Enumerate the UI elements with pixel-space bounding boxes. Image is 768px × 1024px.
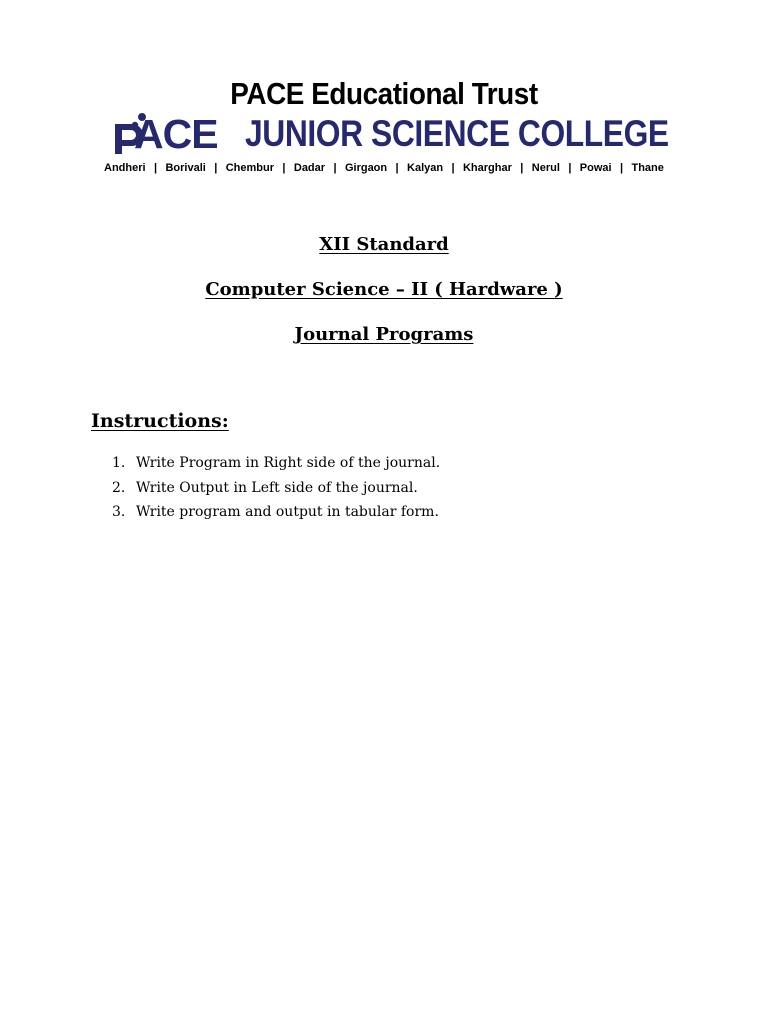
college-name: JUNIOR SCIENCE COLLEGE bbox=[245, 113, 669, 154]
instruction-text: Write Program in Right side of the journal. bbox=[136, 455, 441, 471]
branch-name: Thane bbox=[631, 162, 664, 174]
branch-name: Borivali bbox=[165, 162, 206, 174]
instruction-text: Write Output in Left side of the journal. bbox=[136, 479, 418, 496]
branch-name: Powai bbox=[579, 162, 612, 174]
instruction-number: 1. bbox=[112, 455, 126, 471]
branch-name: Girgaon bbox=[344, 162, 388, 174]
branch-separator: | bbox=[333, 162, 337, 174]
instruction-number: 3. bbox=[112, 504, 126, 520]
branch-list bbox=[104, 162, 664, 174]
standard-title: XII Standard bbox=[319, 234, 449, 255]
branch-separator: | bbox=[520, 162, 524, 174]
branch-name: Chembur bbox=[225, 162, 274, 174]
logo-wordmark-visible: ACE bbox=[134, 111, 218, 157]
branch-name: Kalyan bbox=[407, 162, 444, 174]
branch-name: Nerul bbox=[531, 162, 560, 174]
branch-separator: | bbox=[620, 162, 624, 174]
instruction-item bbox=[112, 453, 440, 478]
branch-separator: | bbox=[214, 162, 218, 174]
branch-name: Andheri bbox=[104, 162, 146, 174]
instructions-heading: Instructions: bbox=[91, 410, 229, 432]
branch-separator: | bbox=[153, 162, 158, 174]
document-title: Journal Programs bbox=[294, 324, 474, 345]
branch-separator: | bbox=[451, 162, 455, 174]
branch-separator: | bbox=[282, 162, 286, 174]
instruction-item bbox=[112, 478, 440, 503]
branch-name: Dadar bbox=[293, 162, 326, 174]
subject-title: Computer Science – II ( Hardware ) bbox=[205, 279, 563, 300]
instruction-text: Write program and output in tabular form. bbox=[136, 504, 439, 520]
instruction-item bbox=[112, 502, 440, 527]
branch-separator: | bbox=[568, 162, 572, 174]
branch-name: Kharghar bbox=[462, 162, 512, 174]
trust-name: PACE Educational Trust bbox=[230, 76, 538, 111]
instruction-number: 2. bbox=[112, 479, 126, 496]
branch-separator: | bbox=[395, 162, 399, 174]
instructions-list bbox=[112, 453, 440, 527]
